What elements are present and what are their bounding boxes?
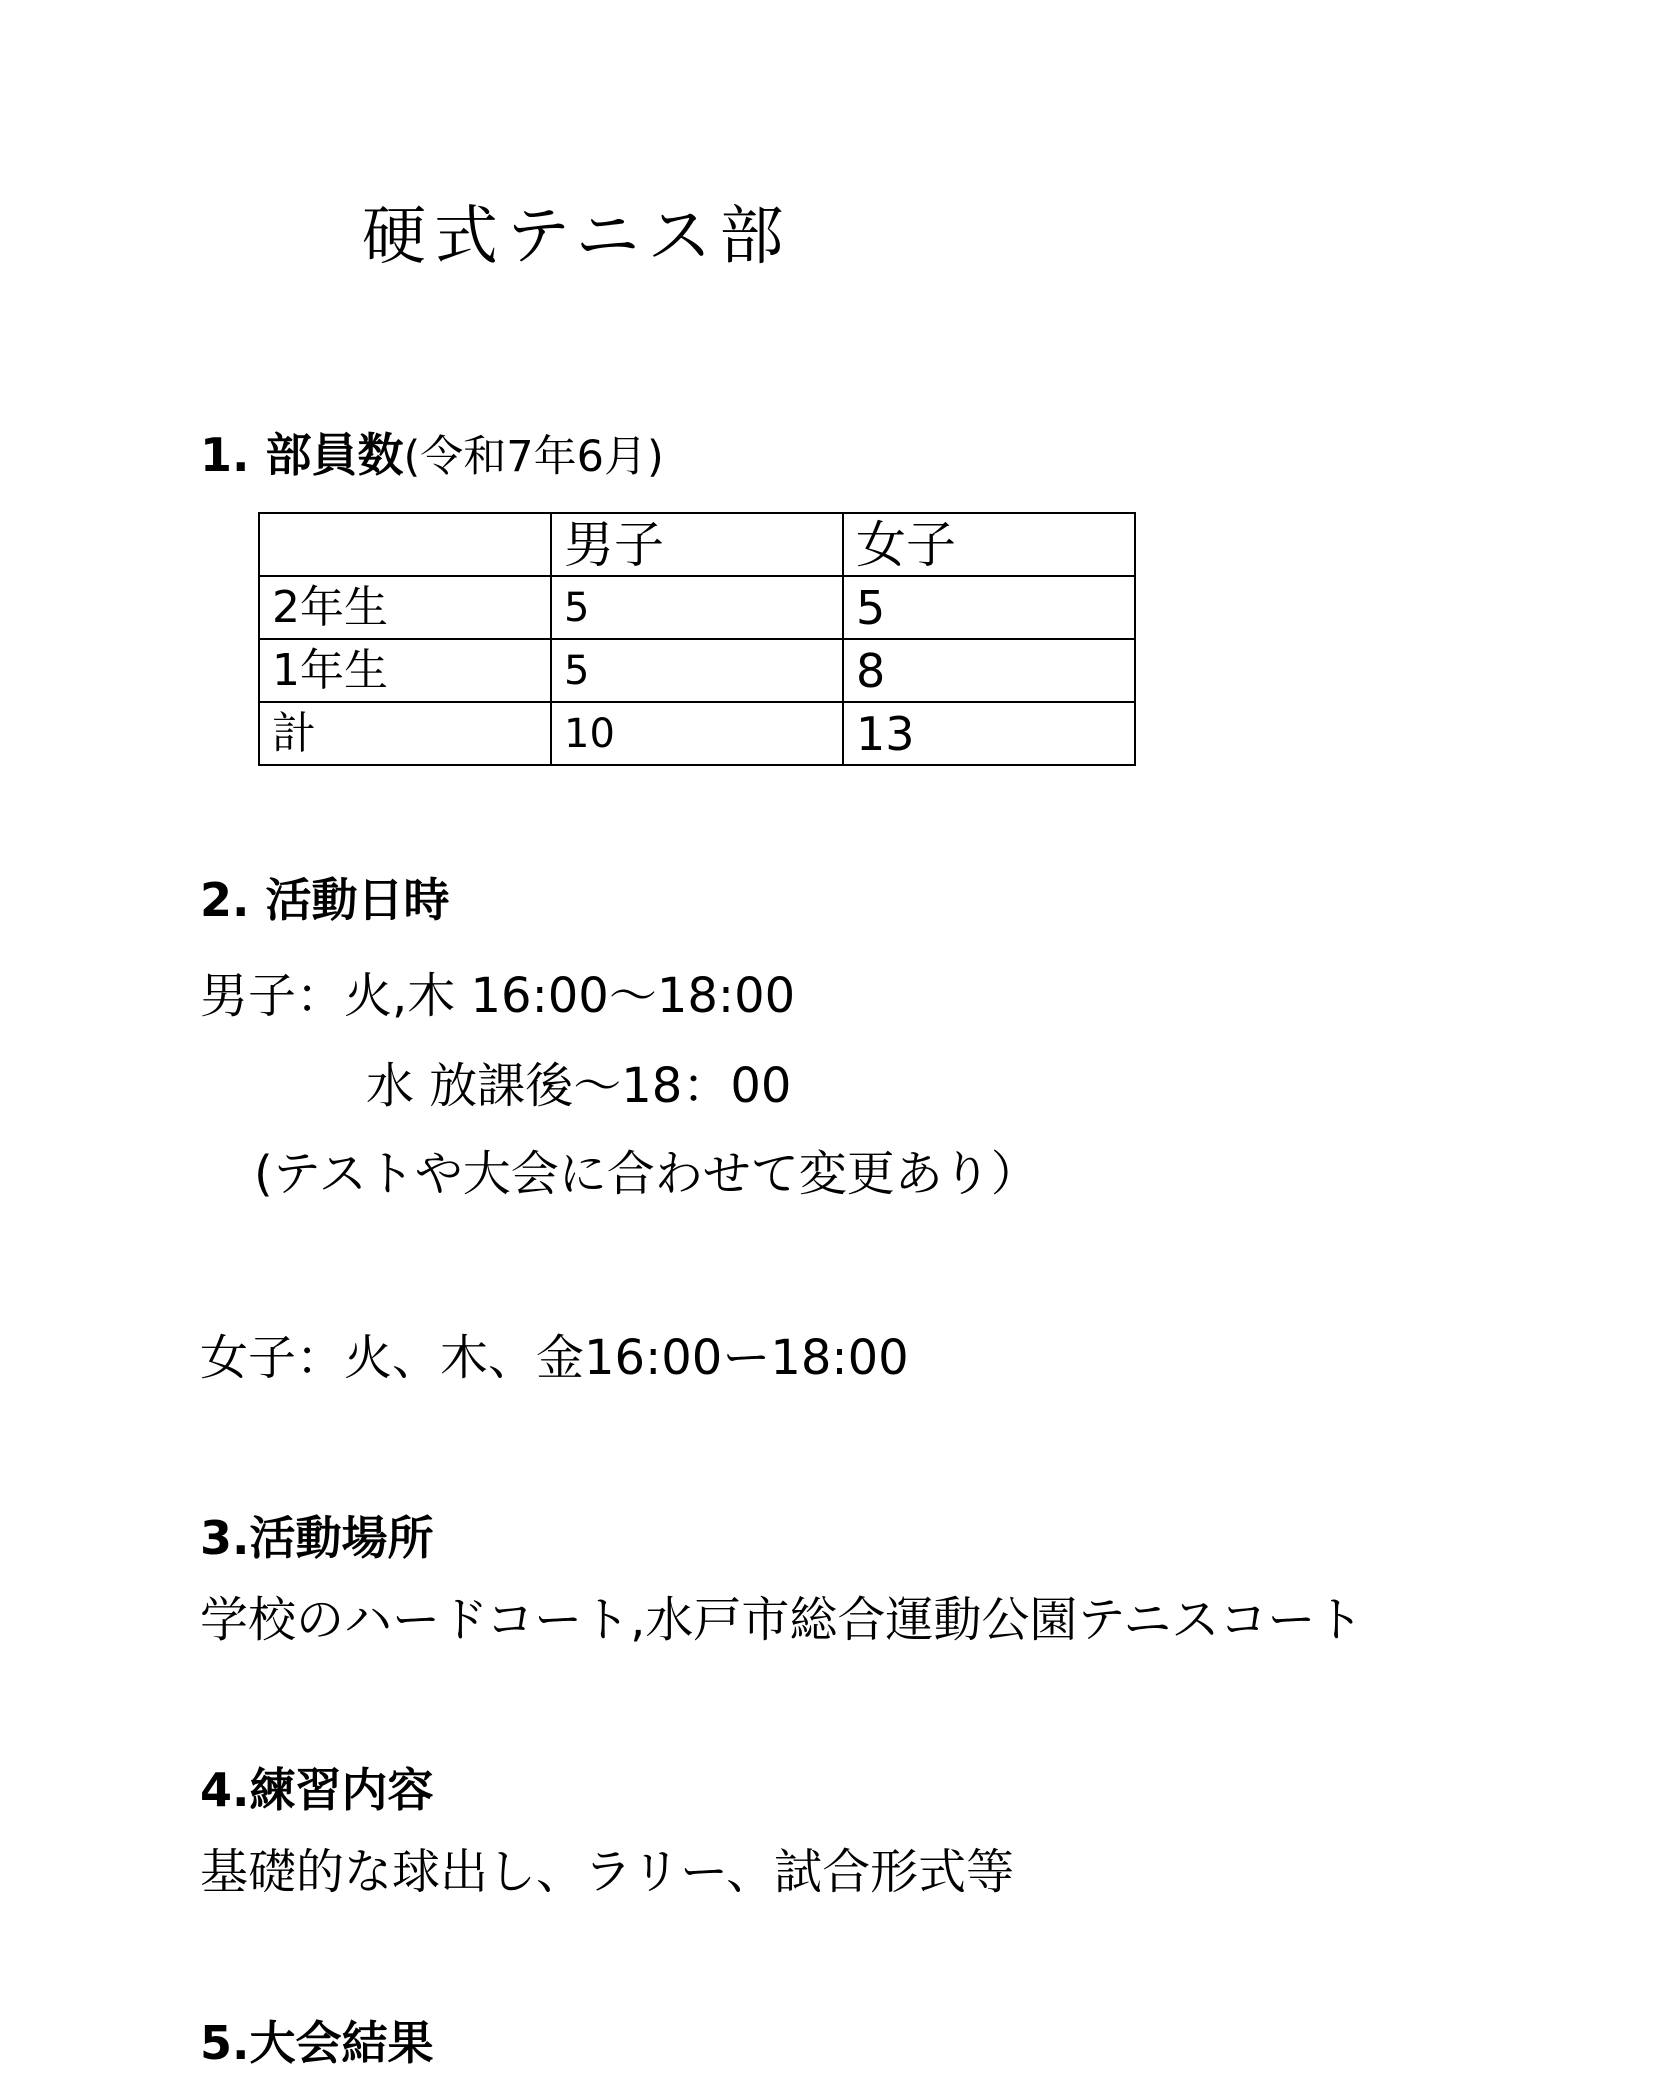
members-heading: [200, 428, 664, 482]
girls-count: 8: [843, 639, 1135, 702]
girls-schedule-line: 女子：火、木、金16:00ー18:00: [200, 1330, 909, 1386]
table-header-row: [259, 513, 1135, 576]
location-heading: 3.活動場所: [200, 1511, 434, 1565]
schedule-heading: 2. 活動日時: [200, 873, 450, 927]
table-row: [259, 702, 1135, 765]
location-text: 学校のハードコート,水戸市総合運動公園テニスコート: [200, 1592, 1364, 1648]
row-label: 2年生: [259, 576, 551, 639]
page-title: 硬式テニス部: [362, 200, 792, 274]
girls-count: 13: [843, 702, 1135, 765]
boys-count: 5: [551, 639, 843, 702]
practice-heading: 4.練習内容: [200, 1763, 434, 1817]
row-label: 1年生: [259, 639, 551, 702]
boys-count: 5: [551, 576, 843, 639]
member-count-table: [258, 512, 1136, 766]
boys-schedule-line1: 男子：火,木 16:00〜18:00: [200, 968, 796, 1024]
row-label: 計: [259, 702, 551, 765]
table-header-boys: 男子: [551, 513, 843, 576]
table-row: [259, 639, 1135, 702]
table-header-girls: 女子: [843, 513, 1135, 576]
girls-count: 5: [843, 576, 1135, 639]
members-heading-label: 1. 部員数: [200, 428, 404, 482]
boys-schedule-line2: 水 放課後〜18：00: [366, 1058, 792, 1114]
table-header-cell: [259, 513, 551, 576]
members-heading-date: (令和7年6月): [403, 432, 664, 482]
practice-text: 基礎的な球出し、ラリー、試合形式等: [200, 1844, 1015, 1900]
boys-schedule-note: (テストや大会に合わせて変更あり）: [254, 1146, 1039, 1202]
results-heading: 5.大会結果: [200, 2016, 434, 2070]
table-row: [259, 576, 1135, 639]
boys-count: 10: [551, 702, 843, 765]
